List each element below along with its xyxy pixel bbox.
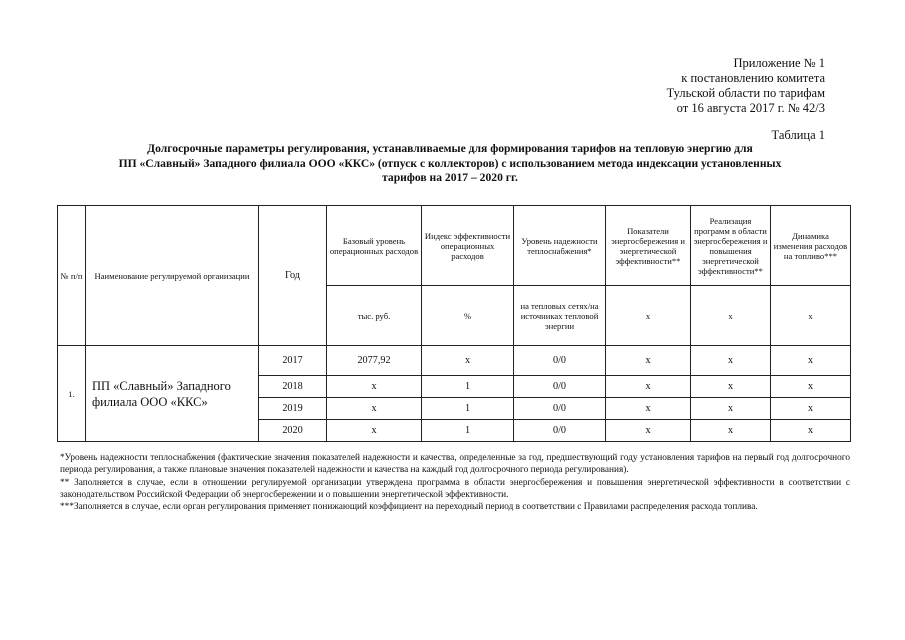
cell-fuel: х [771, 398, 851, 420]
cell-energy: х [606, 376, 691, 398]
cell-reliability: 0/0 [514, 346, 606, 376]
cell-programs: х [691, 420, 771, 442]
cell-index: 1 [422, 398, 514, 420]
appendix-line-3: Тульской области по тарифам [666, 86, 825, 100]
appendix-header [667, 56, 825, 116]
cell-year: 2019 [259, 398, 327, 420]
unit-reliability: на тепловых сетях/на источниках тепловой энергии [514, 286, 606, 346]
parameters-table [57, 205, 851, 442]
header-base: Базовый уровень операционных расходов [327, 206, 422, 286]
appendix-line-1: Приложение № 1 [733, 56, 825, 70]
title-line-1: Долгосрочные параметры регулирования, устанавливаемые для формирования тарифов на тепловую энергию для [147, 142, 753, 155]
header-programs: Реализация программ в области энергосбережения и повышения энергетической эффективности** [691, 206, 771, 286]
footnote-energy-program: ** Заполняется в случае, если в отношении регулируемой организации утверждена программа в области энергосбережения и повышения энергетической эффективности в соответствии с законодательством Российской Федерации об энергосбережении и о повышении энергетической эффективности. [60, 477, 850, 500]
cell-year: 2017 [259, 346, 327, 376]
cell-energy: х [606, 346, 691, 376]
unit-energy: х [606, 286, 691, 346]
cell-index: 1 [422, 420, 514, 442]
cell-fuel: х [771, 376, 851, 398]
cell-reliability: 0/0 [514, 420, 606, 442]
cell-fuel: х [771, 346, 851, 376]
title-line-3: тарифов на 2017 – 2020 гг. [382, 171, 518, 184]
table-number: Таблица 1 [771, 128, 825, 142]
cell-reliability: 0/0 [514, 398, 606, 420]
cell-index: х [422, 346, 514, 376]
cell-base: х [327, 398, 422, 420]
unit-programs: х [691, 286, 771, 346]
header-num: № п/п [58, 206, 86, 346]
header-reliability: Уровень надежности теплоснабжения* [514, 206, 606, 286]
table-row [58, 346, 851, 376]
header-row [58, 206, 851, 286]
header-fuel: Динамика изменения расходов на топливо*** [771, 206, 851, 286]
unit-index: % [422, 286, 514, 346]
cell-energy: х [606, 398, 691, 420]
cell-year: 2018 [259, 376, 327, 398]
cell-energy: х [606, 420, 691, 442]
cell-programs: х [691, 376, 771, 398]
footnotes [60, 452, 850, 513]
organization-name: ПП «Славный» Западного филиала ООО «ККС» [86, 346, 259, 442]
footnote-reliability: *Уровень надежности теплоснабжения (фактические значения показателей надежности и качества, определенные за год, предшествующий году установления тарифов на первый год долгосрочного периода регулирования, а также плановые значения показателей надежности и качества на каждый год долгосрочного периода регулирования). [60, 453, 850, 476]
appendix-line-2: к постановлению комитета [681, 71, 825, 85]
cell-programs: х [691, 398, 771, 420]
unit-base: тыс. руб. [327, 286, 422, 346]
header-index: Индекс эффективности операционных расходов [422, 206, 514, 286]
header-energy: Показатели энергосбережения и энергетической эффективности** [606, 206, 691, 286]
title-line-2: ПП «Славный» Западного филиала ООО «ККС» (отпуск с коллекторов) с использованием метода индексации установленных [118, 156, 782, 170]
cell-base: 2077,92 [327, 346, 422, 376]
unit-fuel: х [771, 286, 851, 346]
cell-index: 1 [422, 376, 514, 398]
header-year: Год [259, 206, 327, 346]
cell-base: х [327, 420, 422, 442]
cell-year: 2020 [259, 420, 327, 442]
document-title [60, 142, 840, 186]
cell-base: х [327, 376, 422, 398]
cell-programs: х [691, 346, 771, 376]
cell-fuel: х [771, 420, 851, 442]
appendix-line-4: от 16 августа 2017 г. № 42/3 [676, 101, 825, 115]
row-number: 1. [58, 346, 86, 442]
header-org: Наименование регулируемой организации [86, 206, 259, 346]
footnote-fuel: ***Заполняется в случае, если орган регулирования применяет понижающий коэффициент на переходный период в соответствии с Правилами распределения расхода топлива. [60, 502, 758, 513]
cell-reliability: 0/0 [514, 376, 606, 398]
